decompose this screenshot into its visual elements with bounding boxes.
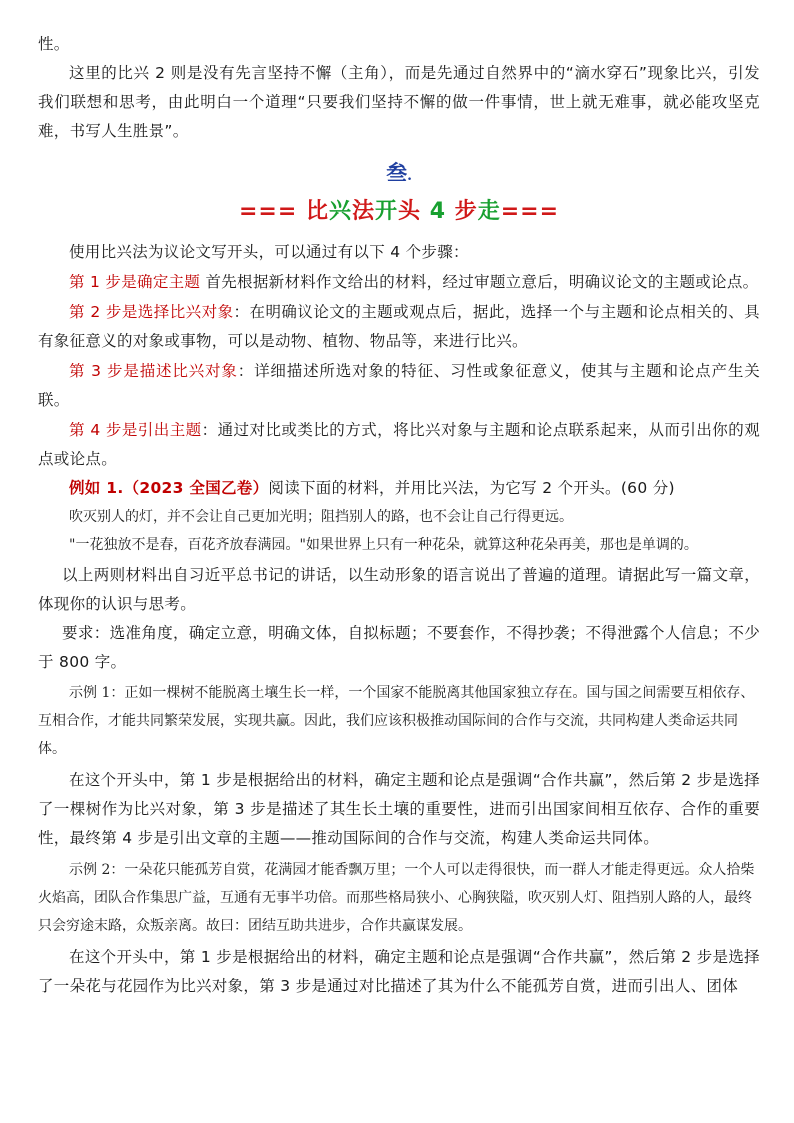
- material-note: 以上两则材料出自习近平总书记的讲话，以生动形象的语言说出了普遍的道理。请据此写一篇文章，体现你的认识与思考。: [38, 566, 760, 613]
- step-label: 第 3 步是描述比兴对象: [69, 362, 238, 380]
- requirement: 要求：选准角度，确定立意，明确文体，自拟标题；不要套作，不得抄袭；不得泄露个人信息；不少于 800 字。: [38, 624, 760, 671]
- section-numeral-char: 叁: [386, 160, 408, 185]
- step-label: 第 4 步是引出主题: [69, 421, 202, 439]
- step-text: ：在明确议论文的主题或观点后，据此，选择一个与主题和论点相关的、具有象征意义的对象或事物，可以是动物、植物、物品等，来进行比兴。: [38, 303, 760, 350]
- title-char: 法: [351, 199, 375, 224]
- title-suffix: ===: [500, 199, 560, 224]
- step-text: ：详细描述所选对象的特征、习性或象征意义，使其与主题和论点产生关联。: [38, 362, 760, 409]
- analysis-1: 在这个开头中，第 1 步是根据给出的材料，确定主题和论点是强调“合作共赢”，然后第 2 步是选择了一棵树作为比兴对象，第 3 步是描述了其生长土壤的重要性，进而引出国家间相互依存、合作的重要性，最终第 4 步是引出文章的主题——推动国际间的合作与交流，构建人类命运共同体。: [38, 771, 760, 847]
- title-char: 4: [429, 199, 447, 224]
- example-text: 阅读下面的材料，并用比兴法，为它写 2 个开头。(60 分): [268, 479, 675, 497]
- step-label: 第 1 步是确定主题: [69, 273, 201, 291]
- section-title: [38, 192, 760, 232]
- title-prefix: ===: [238, 199, 298, 224]
- analysis-2: 在这个开头中，第 1 步是根据给出的材料，确定主题和论点是强调“合作共赢”，然后第 2 步是选择了一朵花与花园作为比兴对象，第 3 步是通过对比描述了其为什么不能孤芳自赏，进而引出人、团体: [38, 948, 760, 995]
- step-text: ：通过对比或类比的方式，将比兴对象与主题和论点联系起来，从而引出你的观点或论点。: [38, 421, 760, 468]
- step-text: 首先根据新材料作文给出的材料，经过审题立意后，明确议论文的主题或论点。: [200, 273, 759, 291]
- title-char: 走: [477, 199, 501, 224]
- section-numeral-dot: .: [407, 168, 412, 184]
- title-char: 比: [305, 199, 329, 224]
- sample-1: 示例 1：正如一棵树不能脱离土壤生长一样，一个国家不能脱离其他国家独立存在。国与国之间需要互相依存、互相合作，才能共同繁荣发展，实现共赢。因此，我们应该积极推动国际间的合作与交流，共同构建人类命运共同体。: [38, 685, 755, 757]
- sample-2: 示例 2：一朵花只能孤芳自赏，花满园才能香飘万里；一个人可以走得很快，而一群人才能走得更远。众人拾柴火焰高，团队合作集思广益，互通有无事半功倍。而那些格局狭小、心胸狭隘，吹灭别人灯、阻挡别人路的人，最终只会穷途末路，众叛亲离。故曰：团结互助共进步，合作共赢谋发展。: [38, 862, 755, 934]
- title-char: 开: [375, 199, 399, 224]
- title-char: 头: [398, 199, 422, 224]
- step-label: 第 2 步是选择比兴对象: [69, 303, 234, 321]
- example-label: 例如 1.（2023 全国乙卷）: [69, 479, 269, 497]
- paragraph-bixing-2-explanation: 这里的比兴 2 则是没有先言坚持不懈（主角），而是先通过自然界中的“滴水穿石”现象比兴，引发我们联想和思考，由此明白一个道理“只要我们坚持不懈的做一件事情，世上就无难事，就必能攻坚克难，书写人生胜景”。: [38, 64, 760, 140]
- material-1: 吹灭别人的灯，并不会让自己更加光明；阻挡别人的路，也不会让自己行得更远。: [69, 509, 573, 525]
- material-2: "一花独放不是春，百花齐放春满园。"如果世界上只有一种花朵，就算这种花朵再美，那也是单调的。: [69, 537, 698, 553]
- paragraph-continuation: 性。: [38, 35, 70, 53]
- example-prompt: [38, 474, 760, 503]
- title-char: 兴: [328, 199, 352, 224]
- steps-intro: 使用比兴法为议论文写开头，可以通过有以下 4 个步骤：: [69, 243, 469, 261]
- title-char: 步: [454, 199, 478, 224]
- document-page: [38, 30, 760, 1001]
- step-4: [38, 416, 760, 474]
- step-3: [38, 357, 760, 415]
- step-1: [38, 268, 760, 297]
- step-2: [38, 298, 760, 356]
- section-numeral: [38, 156, 760, 190]
